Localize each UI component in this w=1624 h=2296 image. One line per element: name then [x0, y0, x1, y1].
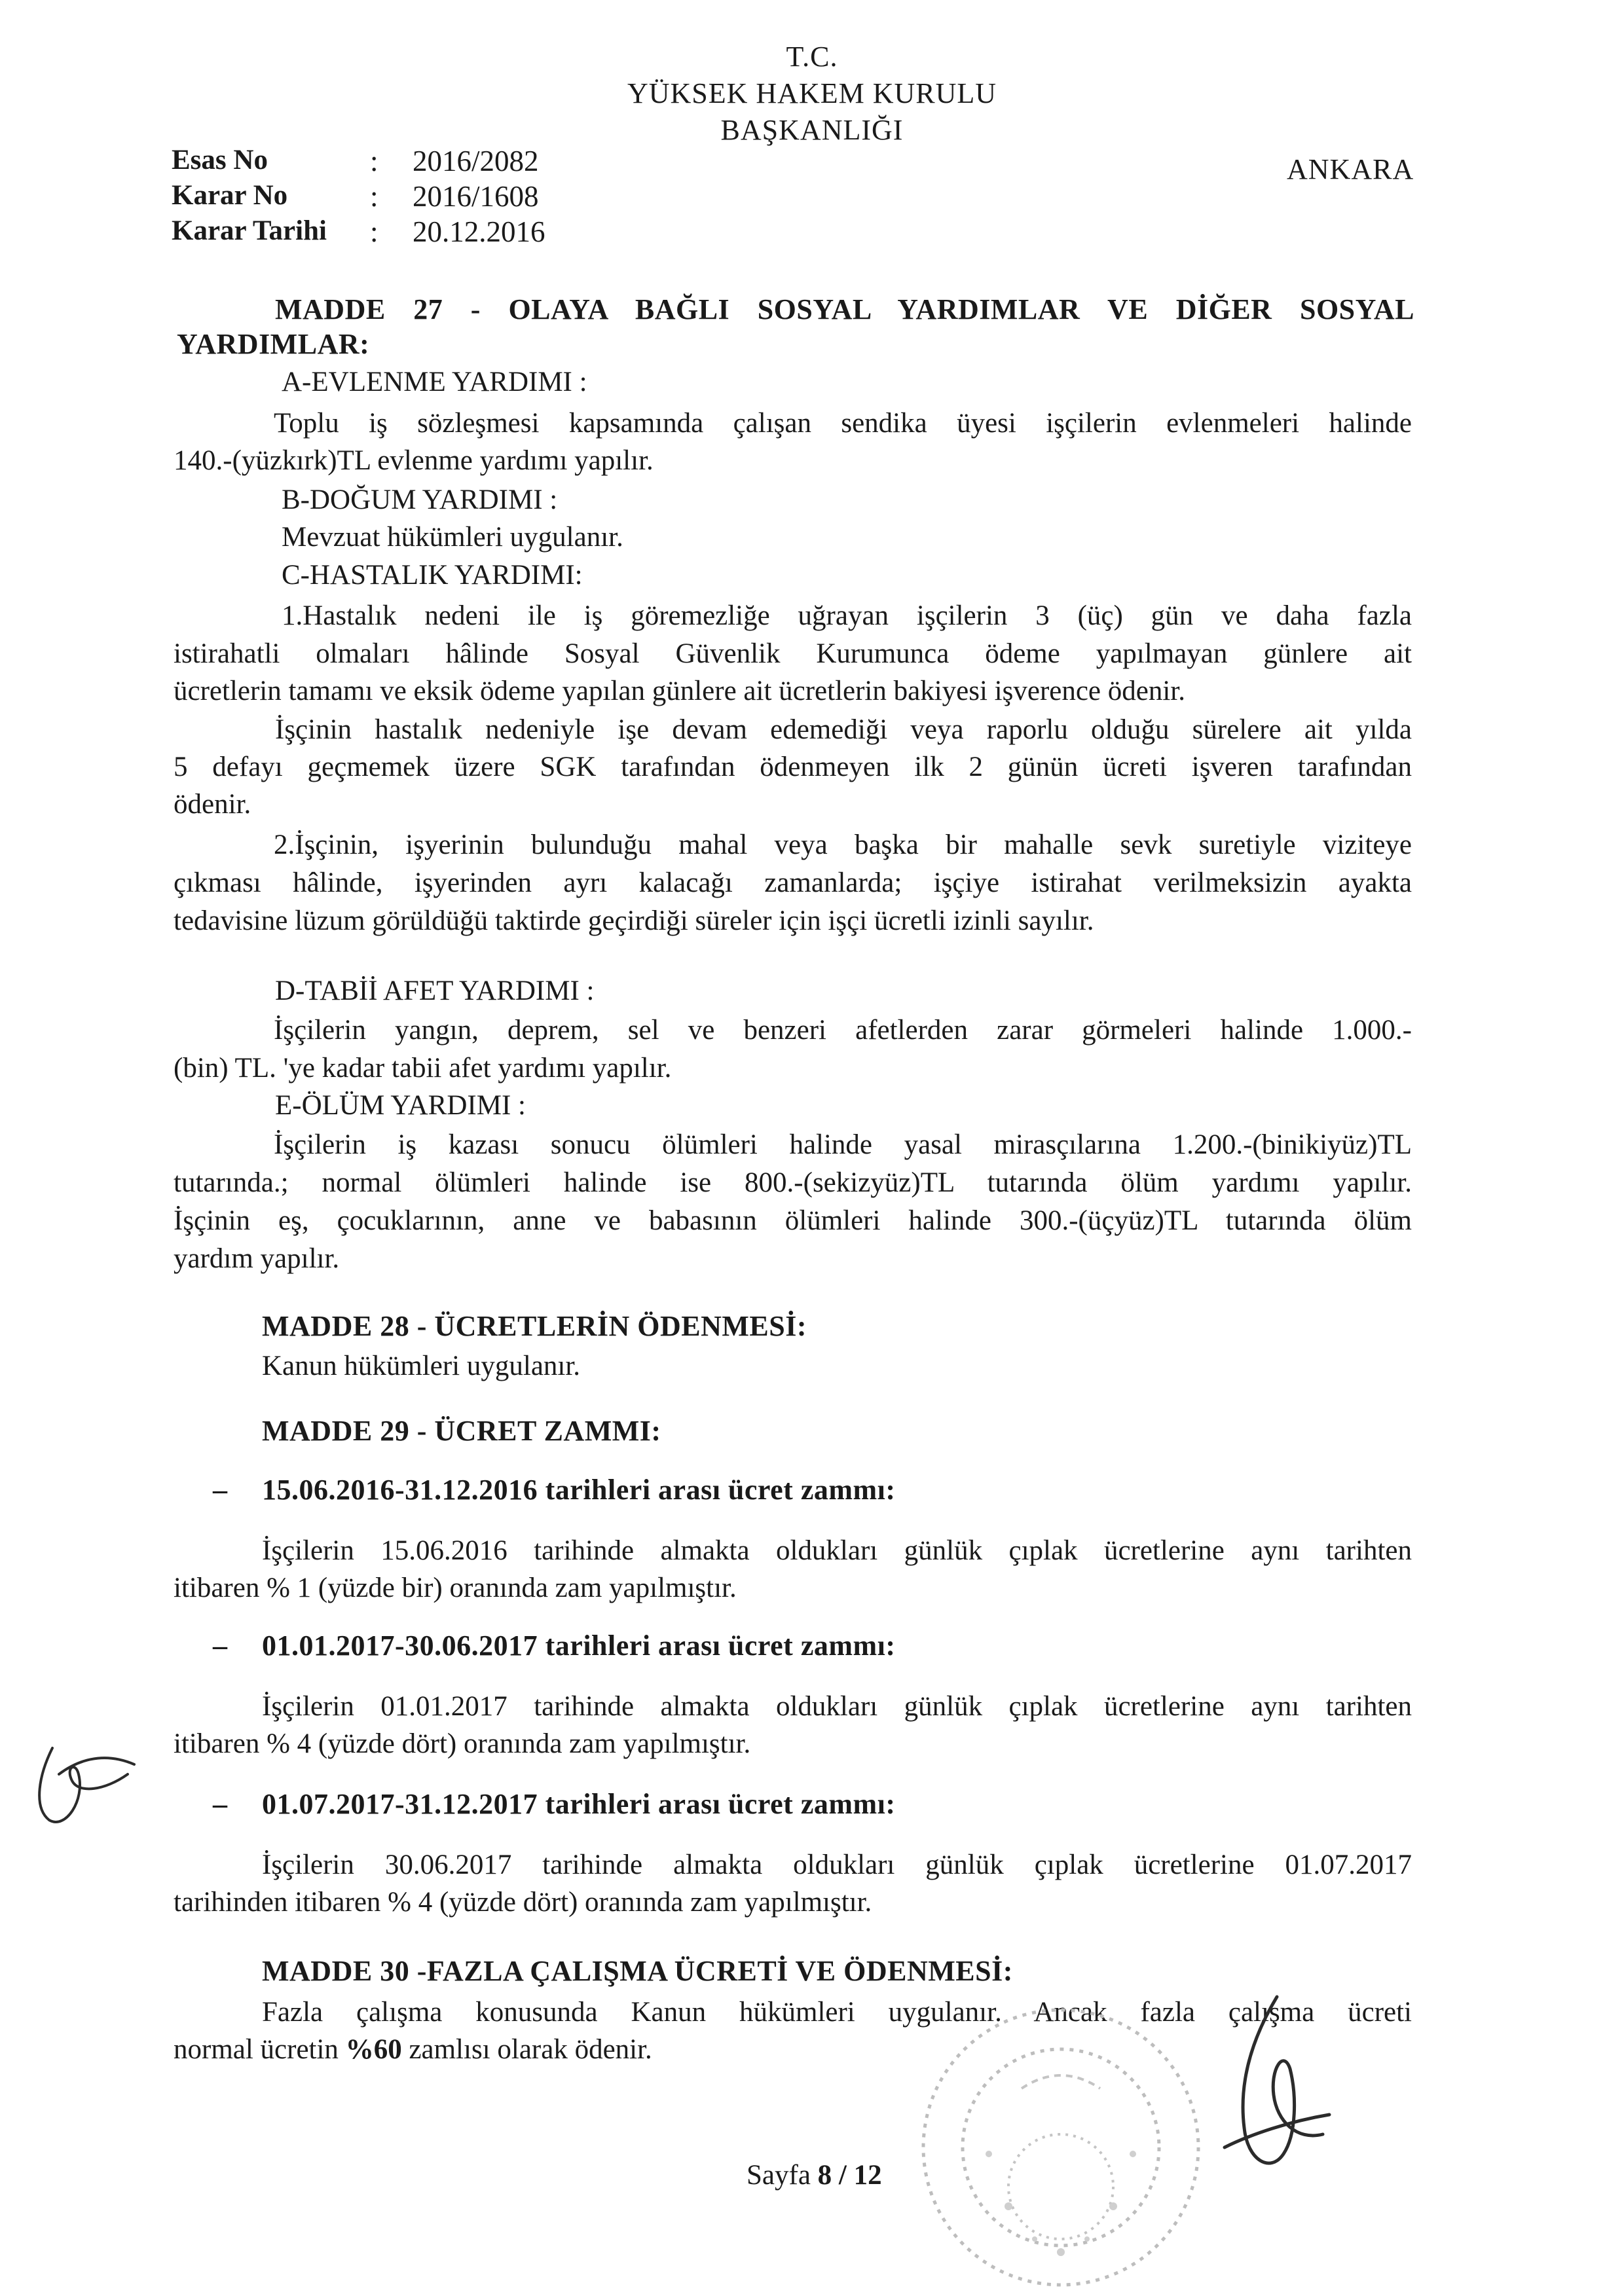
page-total: 12 — [853, 2160, 882, 2191]
p1-heading: 15.06.2016-31.12.2016 tarihleri arası ücret zammı: — [262, 1474, 896, 1506]
c1-line3: ücretlerin tamamı ve eksik ödeme yapılan günlere ait ücretlerin bakiyesi işverence ödenir. — [174, 676, 1185, 706]
p2-line2: itibaren % 4 (yüzde dört) oranında zam yapılmıştır. — [174, 1728, 751, 1759]
p2-line1: İşçilerin 01.01.2017 tarihinde almakta oldukları günlük çıplak ücretlerine aynı tarihten — [262, 1691, 1412, 1722]
page-prefix: Sayfa — [747, 2160, 818, 2191]
tarih-label: Karar Tarihi — [172, 215, 327, 246]
p2-dash: – — [213, 1630, 228, 1662]
esas-value: 2016/2082 — [413, 145, 539, 177]
madde30-line2 — [174, 2031, 652, 2068]
p3-dash: – — [213, 1788, 228, 1820]
a-evlenme-line2: 140.-(yüzkırk)TL evlenme yardımı yapılır. — [174, 445, 654, 476]
e-olum-line4: yardım yapılır. — [174, 1243, 340, 1274]
c2-line3: tedavisine lüzum görüldüğü taktirde geçirdiği süreler için işçi ücretli izinli sayılır. — [174, 905, 1094, 936]
c2-line2: çıkması hâlinde, işyerinden ayrı kalacağı zamanlarda; işçiye istirahat verilmeksizin ayakta — [174, 867, 1412, 898]
page-current: 8 — [817, 2160, 832, 2191]
tarih-sep: : — [370, 215, 378, 248]
a-evlenme-heading: A-EVLENME YARDIMI : — [282, 367, 587, 397]
madde27-title-line1: MADDE 27 - OLAYA BAĞLI SOSYAL YARDIMLAR VE DİĞER SOSYAL — [275, 293, 1414, 325]
a-evlenme-line1: Toplu iş sözleşmesi kapsamında çalışan sendika üyesi işçilerin evlenmeleri halinde — [274, 408, 1412, 439]
c1b-line3: ödenir. — [174, 789, 251, 820]
c2-line1: 2.İşçinin, işyerinin bulunduğu mahal veya başka bir mahalle sevk suretiyle viziteye — [274, 829, 1412, 860]
madde30-line2-rate: %60 — [345, 2034, 402, 2065]
esas-sep: : — [370, 145, 378, 177]
karar-sep: : — [370, 180, 378, 213]
karar-value: 2016/1608 — [413, 180, 539, 213]
esas-label: Esas No — [172, 145, 268, 175]
madde29-title: MADDE 29 - ÜCRET ZAMMI: — [262, 1415, 661, 1447]
e-olum-heading: E-ÖLÜM YARDIMI : — [275, 1090, 526, 1121]
c1-line2: istirahatli olmaları hâlinde Sosyal Güvenlik Kurumunca ödeme yapılmayan günlere ait — [174, 638, 1412, 669]
p2-heading: 01.01.2017-30.06.2017 tarihleri arası ücret zammı: — [262, 1630, 896, 1662]
madde30-line2-post: zamlısı olarak ödenir. — [401, 2034, 652, 2065]
c1b-line1: İşçinin hastalık nedeniyle işe devam edemediği veya raporlu olduğu sürelere ait yılda — [275, 714, 1412, 745]
p3-line2: tarihinden itibaren % 4 (yüzde dört) oranında zam yapılmıştır. — [174, 1887, 872, 1918]
b-dogum-line1: Mevzuat hükümleri uygulanır. — [282, 522, 623, 553]
header-city: ANKARA — [1287, 153, 1414, 185]
madde27-title-line2: YARDIMLAR: — [177, 328, 370, 360]
madde30-title: MADDE 30 -FAZLA ÇALIŞMA ÜCRETİ VE ÖDENMESİ: — [262, 1955, 1013, 1987]
p1-dash: – — [213, 1474, 228, 1506]
d-afet-line2: (bin) TL. 'ye kadar tabii afet yardımı yapılır. — [174, 1053, 672, 1084]
p1-line2: itibaren % 1 (yüzde bir) oranında zam yapılmıştır. — [174, 1573, 737, 1603]
b-dogum-heading: B-DOĞUM YARDIMI : — [282, 484, 558, 515]
p3-line1: İşçilerin 30.06.2017 tarihinde almakta oldukları günlük çıplak ücretlerine 01.07.2017 — [262, 1850, 1412, 1880]
header-tc: T.C. — [786, 41, 838, 73]
p3-heading: 01.07.2017-31.12.2017 tarihleri arası ücret zammı: — [262, 1788, 896, 1820]
page-sep: / — [832, 2160, 854, 2191]
d-afet-heading: D-TABİİ AFET YARDIMI : — [275, 975, 595, 1006]
madde30-line2-pre: normal ücretin — [174, 2034, 346, 2065]
c-hastalik-heading: C-HASTALIK YARDIMI: — [282, 560, 583, 591]
e-olum-line1: İşçilerin iş kazası sonucu ölümleri halinde yasal mirasçılarına 1.200.-(binikiyüz)TL — [274, 1129, 1412, 1160]
page-number — [747, 2159, 882, 2191]
header-institution: YÜKSEK HAKEM KURULU — [627, 77, 997, 109]
tarih-value: 20.12.2016 — [413, 215, 545, 248]
e-olum-line3: İşçinin eş, çocuklarının, anne ve babasının ölümleri halinde 300.-(üçyüz)TL tutarında ölüm — [174, 1205, 1412, 1236]
header-presidency: BAŞKANLIĞI — [720, 114, 904, 146]
madde30-line1: Fazla çalışma konusunda Kanun hükümleri uygulanır. Ancak fazla çalışma ücreti — [262, 1997, 1412, 2028]
c1-line1: 1.Hastalık nedeni ile iş göremezliğe uğrayan işçilerin 3 (üç) gün ve daha fazla — [282, 600, 1412, 631]
margin-initial-icon — [13, 1728, 144, 1840]
madde28-body: Kanun hükümleri uygulanır. — [262, 1351, 581, 1381]
signature-icon — [1198, 1990, 1356, 2226]
p1-line1: İşçilerin 15.06.2016 tarihinde almakta oldukları günlük çıplak ücretlerine aynı tarihten — [262, 1535, 1412, 1566]
madde28-title: MADDE 28 - ÜCRETLERİN ÖDENMESİ: — [262, 1310, 807, 1342]
e-olum-line2: tutarında.; normal ölümleri halinde ise 800.-(sekizyüz)TL tutarında ölüm yardımı yapılır. — [174, 1167, 1412, 1198]
d-afet-line1: İşçilerin yangın, deprem, sel ve benzeri afetlerden zarar görmeleri halinde 1.000.- — [274, 1015, 1412, 1046]
karar-label: Karar No — [172, 180, 288, 211]
official-stamp-icon — [910, 1990, 1211, 2291]
c1b-line2: 5 defayı geçmemek üzere SGK tarafından ödenmeyen ilk 2 günün ücreti işveren tarafından — [174, 752, 1412, 782]
